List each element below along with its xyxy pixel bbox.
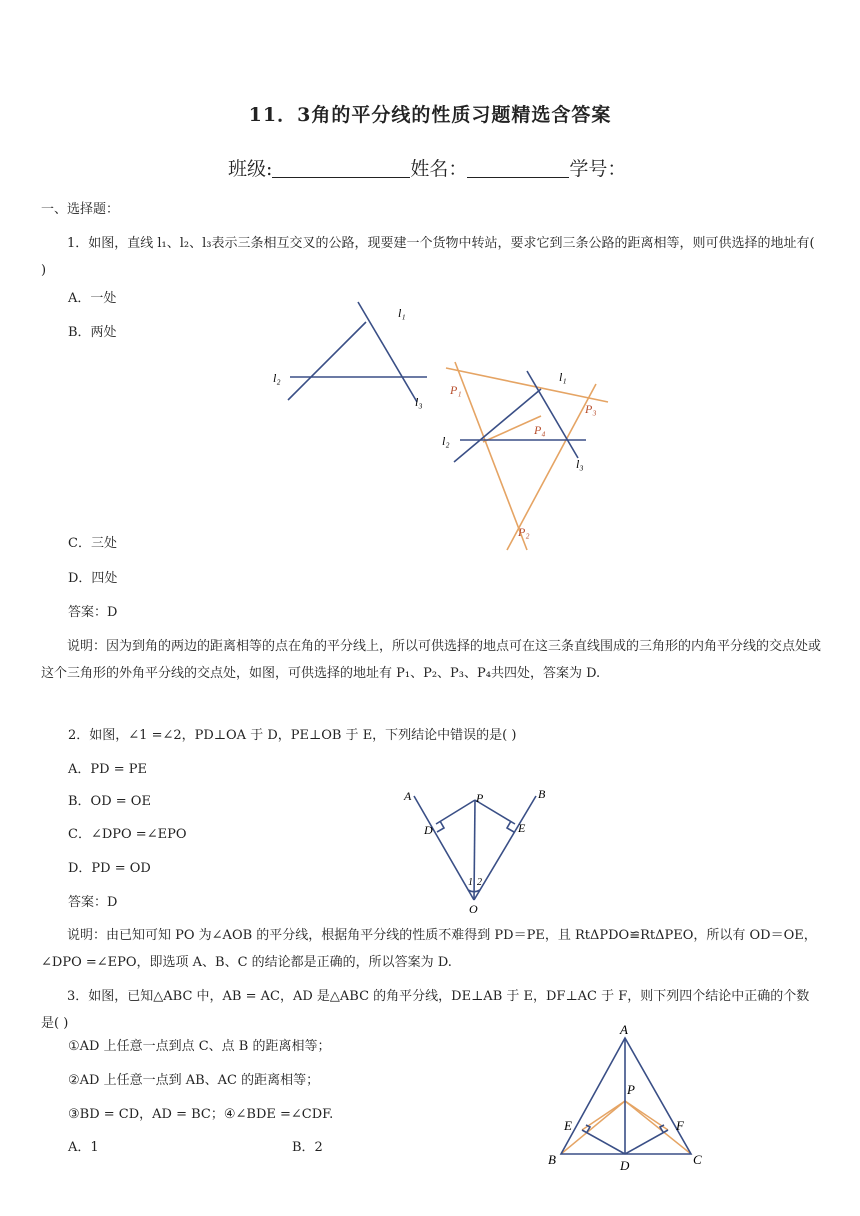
class-blank xyxy=(272,157,410,178)
q3-item-3: ③BD = CD，AD = BC；④∠BDE =∠CDF. xyxy=(68,1107,334,1122)
q2-label-b: B xyxy=(538,787,546,801)
q1-stem: 1．如图，直线 l₁、l₂、l₃表示三条相互交叉的公路，现要建一个货物中转站，要求它到三条公路的距离相等，则可供选择的地址有( ) xyxy=(41,236,815,278)
q2-answer: 答案：D xyxy=(68,895,118,910)
q3-figure xyxy=(540,1018,715,1178)
q2-option-a: A．PD = PE xyxy=(68,762,147,777)
q2-explanation: 说明：由已知可知 PO 为∠AOB 的平分线，根据角平分线的性质不难得到 PD＝PE，且 RtΔPDO≌RtΔPEO，所以有 OD＝OE，∠DPO =∠EPO，即选项 A、B、C 的结论都是正确的，所以答案为 D. xyxy=(41,928,817,970)
q1-label-l2: l₂ xyxy=(273,371,281,385)
q2-option-b: B．OD = OE xyxy=(68,794,151,809)
q2-angle-2: 2 xyxy=(477,877,482,888)
q3-label-p: P xyxy=(627,1082,635,1097)
q1-point-p1: P₁ xyxy=(450,383,462,397)
q2-label-a: A xyxy=(404,789,412,803)
q3-option-a: A．1 xyxy=(68,1140,99,1155)
q1-answer-label-l2: l₂ xyxy=(442,434,450,448)
q2-angle-1: 1 xyxy=(468,877,473,888)
q1-label-l1: l₁ xyxy=(398,306,406,320)
q1-option-d: D．四处 xyxy=(68,571,118,586)
name-label: 姓名： xyxy=(410,158,468,180)
q1-figure-lines xyxy=(288,302,427,402)
q1-point-p2: P₂ xyxy=(518,525,530,539)
student-info-line xyxy=(228,154,626,181)
q3-label-f: F xyxy=(676,1118,684,1133)
q1-explanation: 说明：因为到角的两边的距离相等的点在角的平分线上，所以可供选择的地点可在这三条直线围成的三角形的内角平分线的交点处或这个三角形的外角平分线的交点处，如图，可供选择的地址有 P₁、P₂、P₃、P₄共四处，答案为 D. xyxy=(41,639,822,681)
q1-label-l3: l₃ xyxy=(415,395,423,409)
id-label: 学号： xyxy=(569,158,627,180)
q3-item-1: ①AD 上任意一点到点 C、点 B 的距离相等； xyxy=(68,1039,331,1054)
q1-option-b: B．两处 xyxy=(68,325,117,340)
q2-option-c: C．∠DPO =∠EPO xyxy=(68,827,187,842)
q2-label-d: D xyxy=(424,823,433,837)
q1-answer-figure-orange xyxy=(446,362,608,550)
q3-item-2: ②AD 上任意一点到 AB、AC 的距离相等； xyxy=(68,1073,320,1088)
q2-stem: 2．如图，∠1 =∠2，PD⊥OA 于 D，PE⊥OB 于 E，下列结论中错误的是( ) xyxy=(68,728,517,743)
q2-option-d: D．PD = OD xyxy=(68,861,151,876)
q3-label-e: E xyxy=(564,1118,572,1133)
q1-figures xyxy=(270,298,615,554)
q3-label-a: A xyxy=(620,1022,628,1037)
q2-label-o: O xyxy=(469,902,478,916)
q1-answer-label-l1: l₁ xyxy=(559,370,567,384)
q3-label-c: C xyxy=(693,1152,702,1167)
q1-answer-label-l3: l₃ xyxy=(576,457,584,471)
q1-option-a: A．一处 xyxy=(68,291,117,306)
q1-option-c: C．三处 xyxy=(68,536,117,551)
section-heading: 一、选择题： xyxy=(41,202,120,217)
q1-answer-figure-lines xyxy=(454,371,586,462)
name-blank xyxy=(467,157,569,178)
q1-point-p4: P₄ xyxy=(534,423,546,437)
document-title: 11．3角的平分线的性质习题精选含答案 xyxy=(248,104,612,126)
q1-answer: 答案：D xyxy=(68,605,118,620)
q3-stem: 3．如图，已知△ABC 中，AB = AC，AD 是△ABC 的角平分线，DE⊥AB 于 E，DF⊥AC 于 F，则下列四个结论中正确的个数是( ) xyxy=(41,989,810,1031)
q2-figure xyxy=(398,780,558,916)
class-label: 班级: xyxy=(228,158,273,180)
q1-point-p3: P₃ xyxy=(585,402,597,416)
q3-label-b: B xyxy=(548,1152,556,1167)
q3-option-b: B．2 xyxy=(292,1140,323,1155)
q2-label-e: E xyxy=(518,821,526,835)
q3-label-d: D xyxy=(620,1158,630,1173)
q2-label-p: P xyxy=(476,791,484,805)
